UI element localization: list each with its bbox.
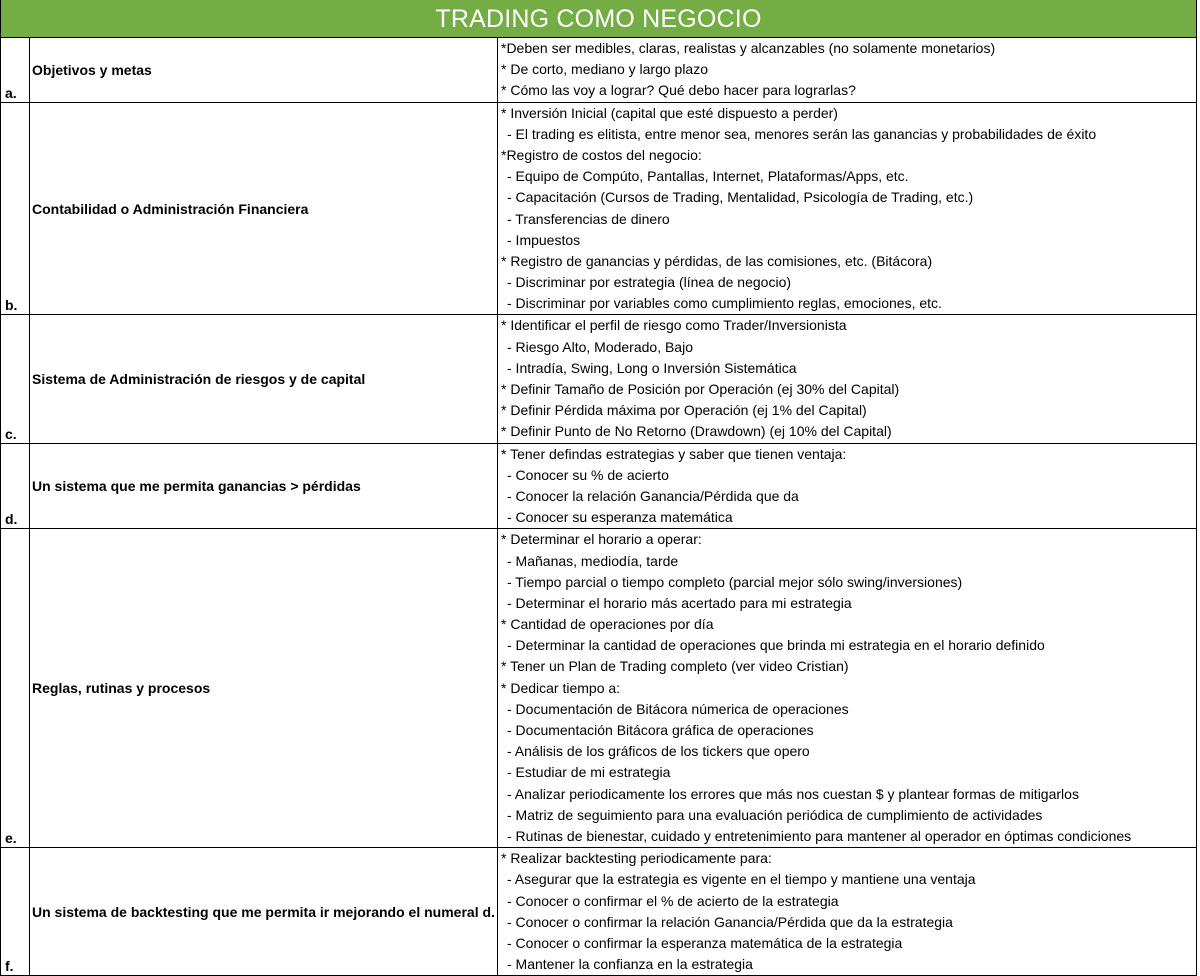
topic-cell[interactable] — [30, 103, 498, 315]
topic-cell[interactable] — [30, 444, 498, 529]
row-letter: e. — [5, 830, 17, 847]
detail-item: * Definir Tamaño de Posición por Operación (ej 30% del Capital) — [501, 381, 900, 397]
detail-subitem: - Intradía, Swing, Long o Inversión Sistemática — [507, 359, 797, 376]
topic-label: Sistema de Administración de riesgos y de capital — [32, 371, 366, 387]
details-cell[interactable] — [498, 38, 1196, 102]
row-letter: b. — [5, 297, 18, 314]
detail-item: * Tener un Plan de Trading completo (ver video Cristian) — [501, 658, 849, 675]
topic-label: Un sistema que me permita ganancias > pérdidas — [32, 477, 361, 494]
detail-subitem: - El trading es elitista, entre menor sea, menores serán las ganancias y probabilidades de éxito — [507, 125, 1097, 142]
detail-item: * Definir Pérdida máxima por Operación (ej 1% del Capital) — [501, 402, 867, 419]
detail-item: * Dedicar tiempo a: — [501, 679, 621, 696]
detail-item: *Deben ser medibles, claras, realistas y alcanzables (no solamente monetarios) — [501, 40, 996, 56]
detail-subitem: - Transferencias de dinero — [507, 210, 670, 227]
detail-subitem: - Conocer la relación Ganancia/Pérdida que da — [507, 487, 799, 504]
detail-item: * Determinar el horario a operar: — [501, 531, 702, 548]
detail-subitem: - Análisis de los gráficos de los tickers que opero — [507, 743, 810, 760]
row-letter: a. — [5, 84, 17, 101]
row-letter-cell[interactable] — [1, 444, 30, 529]
row-letter: d. — [5, 511, 18, 528]
detail-subitem: - Tiempo parcial o tiempo completo (parcial mejor sólo swing/inversiones) — [507, 573, 963, 590]
detail-subitem: - Conocer o confirmar el % de acierto de la estrategia — [507, 892, 839, 909]
sections-container — [1, 38, 1196, 975]
table-row — [1, 103, 1196, 316]
detail-subitem: - Documentación Bitácora gráfica de operaciones — [507, 722, 814, 738]
detail-item: *Registro de costos del negocio: — [501, 146, 702, 163]
topic-cell[interactable] — [30, 38, 498, 102]
row-letter: f. — [5, 958, 14, 975]
detail-subitem: - Impuestos — [507, 231, 581, 248]
detail-subitem: - Documentación de Bitácora númerica de operaciones — [507, 700, 849, 717]
detail-subitem: - Discriminar por variables como cumplimiento reglas, emociones, etc. — [507, 295, 942, 312]
detail-item: * De corto, mediano y largo plazo — [501, 61, 708, 78]
details-cell[interactable] — [498, 848, 1196, 975]
detail-item: * Tener defindas estrategias y saber que tienen ventaja: — [501, 445, 847, 462]
detail-subitem: - Determinar el horario más acertado para mi estrategia — [507, 594, 852, 611]
topic-cell[interactable] — [30, 529, 498, 847]
table-row — [1, 529, 1196, 848]
row-letter-cell[interactable] — [1, 103, 30, 315]
table-row — [1, 38, 1196, 103]
detail-subitem: - Conocer su % de acierto — [507, 466, 669, 483]
detail-item: * Realizar backtesting periodicamente para: — [501, 850, 772, 867]
detail-subitem: - Discriminar por estrategia (línea de negocio) — [507, 274, 792, 291]
row-letter-cell[interactable] — [1, 38, 30, 102]
row-letter-cell[interactable] — [1, 848, 30, 975]
topic-cell[interactable] — [30, 848, 498, 975]
detail-subitem: - Rutinas de bienestar, cuidado y entretenimiento para mantener al operador en óptimas condiciones — [507, 827, 1132, 844]
detail-subitem: - Conocer o confirmar la relación Ganancia/Pérdida que da la estrategia — [507, 913, 953, 930]
detail-item: * Inversión Inicial (capital que esté dispuesto a perder) — [501, 104, 838, 121]
row-letter-cell[interactable] — [1, 529, 30, 847]
table-row — [1, 444, 1196, 530]
detail-subitem: - Mañanas, mediodía, tarde — [507, 552, 679, 569]
row-letter: c. — [5, 425, 17, 442]
detail-item: * Cómo las voy a lograr? Qué debo hacer para lograrlas? — [501, 82, 856, 99]
details-cell[interactable] — [498, 529, 1196, 847]
detail-item: * Cantidad de operaciones por día — [501, 616, 714, 633]
detail-subitem: - Estudiar de mi estrategia — [507, 764, 671, 781]
table-row — [1, 848, 1196, 975]
topic-label: Objetivos y metas — [32, 61, 152, 78]
detail-subitem: - Analizar periodicamente los errores que más nos cuestan $ y plantear formas de mitigarlos — [507, 785, 1079, 802]
topic-label: Contabilidad o Administración Financiera — [32, 200, 309, 217]
detail-subitem: - Conocer su esperanza matemática — [507, 509, 733, 526]
details-cell[interactable] — [498, 103, 1196, 315]
sheet-title: TRADING COMO NEGOCIO — [1, 0, 1196, 38]
detail-subitem: - Equipo de Compúto, Pantallas, Internet, Plataformas/Apps, etc. — [507, 168, 909, 185]
topic-label: Un sistema de backtesting que me permita ir mejorando el numeral d. — [32, 903, 495, 920]
table-row — [1, 315, 1196, 443]
topic-label: Reglas, rutinas y procesos — [32, 680, 211, 697]
detail-subitem: - Asegurar que la estrategia es vigente en el tiempo y mantiene una ventaja — [507, 871, 976, 888]
detail-subitem: - Capacitación (Cursos de Trading, Mentalidad, Psicología de Trading, etc.) — [507, 189, 974, 206]
detail-item: * Definir Punto de No Retorno (Drawdown) (ej 10% del Capital) — [501, 423, 892, 440]
row-letter-cell[interactable] — [1, 315, 30, 442]
topic-cell[interactable] — [30, 315, 498, 442]
details-cell[interactable] — [498, 315, 1196, 442]
detail-subitem: - Mantener la confianza en la estrategia — [507, 956, 753, 973]
detail-item: * Identificar el perfil de riesgo como Trader/Inversionista — [501, 317, 847, 334]
detail-subitem: - Riesgo Alto, Moderado, Bajo — [507, 338, 693, 355]
detail-subitem: - Conocer o confirmar la esperanza matemática de la estrategia — [507, 934, 903, 951]
details-cell[interactable] — [498, 444, 1196, 529]
detail-subitem: - Determinar la cantidad de operaciones que brinda mi estrategia en el horario definido — [507, 637, 1045, 654]
detail-item: * Registro de ganancias y pérdidas, de las comisiones, etc. (Bitácora) — [501, 252, 933, 269]
detail-subitem: - Matriz de seguimiento para una evaluación periódica de cumplimiento de actividades — [507, 806, 1043, 823]
